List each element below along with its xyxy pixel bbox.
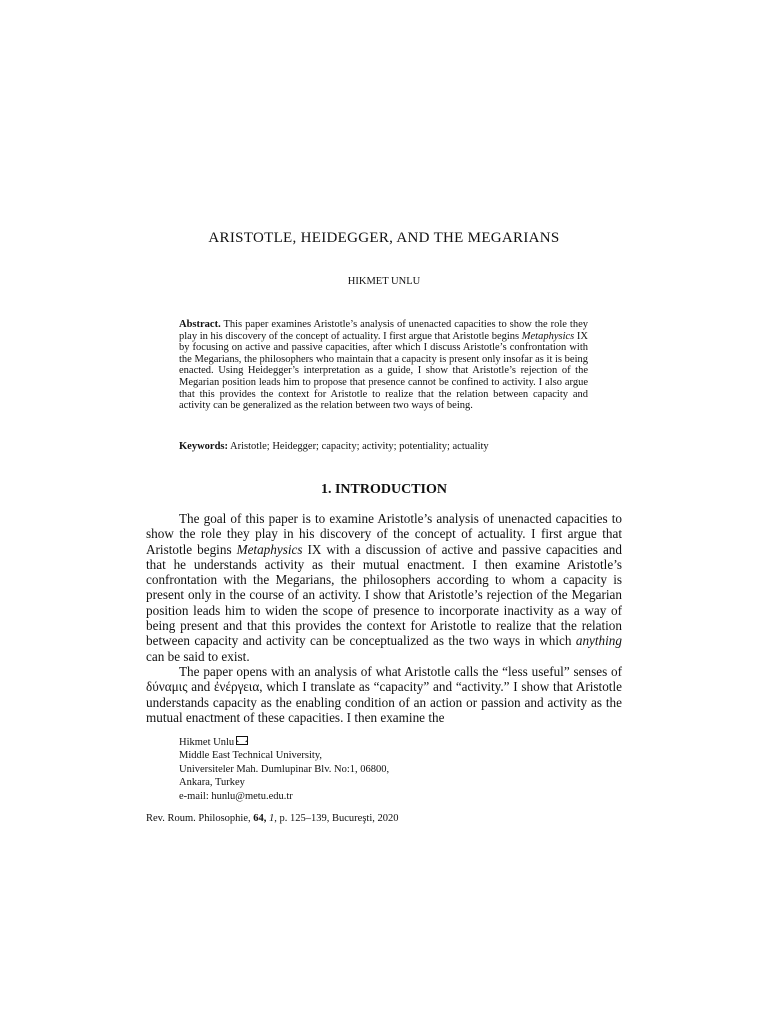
address-line-1: Middle East Technical University, [179,750,323,762]
citation-issue: 1 [269,813,275,824]
citation-rest: , p. 125–139, Bucureşti, 2020 [274,813,399,824]
citation-journal: Rev. Roum. Philosophie, [146,813,254,824]
intro-paragraph-1 [146,511,622,664]
intro-p1-text-2: IX with a discussion of active and passive capacities and that he understands activity as their mutual enactment. I then examine Aristotle’s confrontation with the Megarians, the philosophers according to whom a capacity is present only in the course of an activity. I show that Aristotle’s rejection of the Megarian position leads him to widen the scope of presence to incorporate inactivity as a way of being present and that this provides the context for Aristotle to realize that the relation between capacity and activity can be conceptualized as the two ways in which [146,541,622,649]
address-name-line [179,736,579,749]
address-line-3: Ankara, Turkey [179,777,245,789]
intro-p1-italic-title: Metaphysics [236,541,303,557]
address-line-2: Universiteler Mah. Dumlupinar Blv. No:1, 06800, [179,763,390,775]
keywords-text: Aristotle; Heidegger; capacity; activity; potentiality; actuality [228,441,489,452]
abstract-italic-title: Metaphysics [521,330,575,342]
abstract [179,319,588,412]
intro-paragraph-2: The paper opens with an analysis of what Aristotle calls the “less useful” senses of δύναμις and ἐνέργεια, which I translate as “capacity” and “activity.” I show that Aristotle understands capacity as the enabling condition of an action or passion and activity as the mutual enactment of these capacities. I then examine the [146,663,622,725]
intro-p1-text-3: can be said to exist. [146,648,250,664]
section-heading: 1. INTRODUCTION [320,482,447,497]
address-name: Hikmet Unlu [179,737,235,748]
introduction-body [146,511,622,725]
journal-citation [146,813,622,824]
abstract-label: Abstract. [179,319,221,330]
abstract-text-2: IX by focusing on active and passive capacities, after which I discuss Aristotle’s confrontation with the Megarians, the philosophers who maintain that a capacity is present only insofar as it is being enacted. Using Heidegger’s interpretation as a guide, I show that Aristotle’s rejection of the Megarian position leads him to propose that presence cannot be confined to activity. I also argue that this provides the context for Aristotle to realize that the relation between capacity and activity can be generalized as the relation between two ways of being. [179,330,588,412]
abstract-text-1: This paper examines Aristotle’s analysis of unenacted capacities to show the role they play in his discovery of the concept of actuality. I first argue that Aristotle begins [179,319,588,342]
author-address [179,736,579,803]
keywords-label: Keywords: [179,441,228,452]
keywords [179,441,588,453]
author-name: HIKMET UNLU [347,276,421,287]
address-email: e-mail: hunlu@metu.edu.tr [179,790,293,802]
paper-title: ARISTOTLE, HEIDEGGER, AND THE MEGARIANS [208,230,560,246]
intro-p1-text-1: The goal of this paper is to examine Aristotle’s analysis of unenacted capacities to show the role they play in his discovery of the concept of actuality. I first argue that Aristotle begins [146,511,622,557]
envelope-icon [236,736,248,745]
intro-p1-italic-anything: anything [575,633,622,649]
citation-volume: 64, [253,813,267,824]
